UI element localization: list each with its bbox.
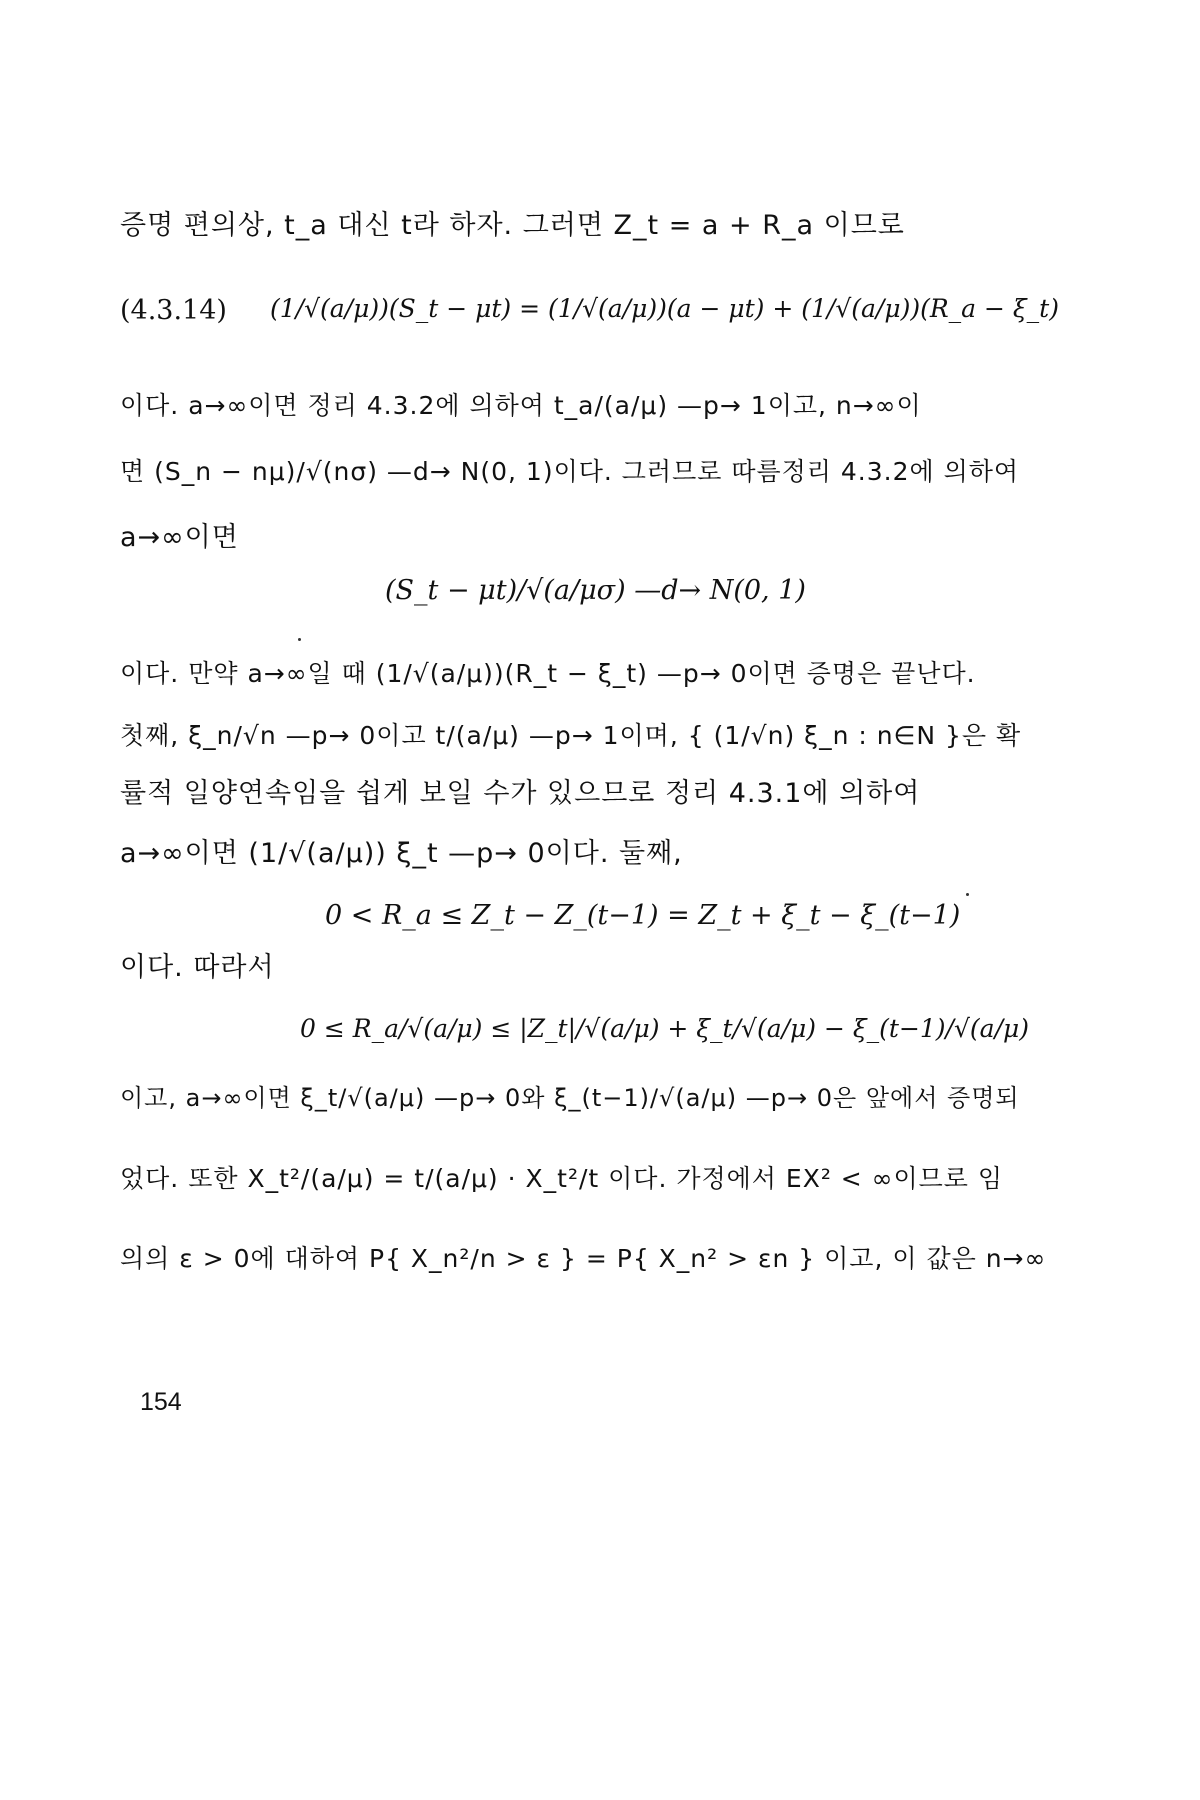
- page-number: 154: [140, 1388, 182, 1416]
- text-line-16: 의의 ε > 0에 대하여 P{ X_n²/n > ε } = P{ X_n² > εn } 이고, 이 값은 n→∞: [120, 1244, 1047, 1273]
- text-line-8: 첫째, ξ_n/√n —p→ 0이고 t/(a/μ) —p→ 1이며, { (1/√n) ξ_n : n∈N }은 확: [120, 721, 1022, 750]
- proof-intro-line: 증명 편의상, t_a 대신 t라 하자. 그러면 Z_t = a + R_a 이므로: [120, 210, 905, 241]
- display-eq-clt: (S_t − μt)/√(a/μσ) —d→ N(0, 1): [385, 575, 806, 606]
- text-line-5: a→∞이면: [120, 522, 239, 553]
- text-line-9: 률적 일양연속임을 쉽게 보일 수가 있으므로 정리 4.3.1에 의하여: [120, 778, 921, 809]
- speck-mark: [298, 638, 301, 641]
- text-line-14: 이고, a→∞이면 ξ_t/√(a/μ) —p→ 0와 ξ_(t−1)/√(a/μ) —p→ 0은 앞에서 증명되: [120, 1084, 1020, 1112]
- eq-4-3-14-body: (1/√(a/μ))(S_t − μt) = (1/√(a/μ))(a − μt) + (1/√(a/μ))(R_a − ξ_t): [270, 294, 1059, 323]
- text-line-12: 이다. 따라서: [120, 952, 275, 983]
- display-eq-inequality: 0 ≤ R_a/√(a/μ) ≤ |Z_t|/√(a/μ) + ξ_t/√(a/μ) − ξ_(t−1)/√(a/μ): [300, 1014, 1029, 1043]
- text-line-7: 이다. 만약 a→∞일 때 (1/√(a/μ))(R_t − ξ_t) —p→ 0이면 증명은 끝난다.: [120, 659, 976, 688]
- text-line-4: 면 (S_n − nμ)/√(nσ) —d→ N(0, 1)이다. 그러므로 따름정리 4.3.2에 의하여: [120, 457, 1020, 486]
- display-eq-bound: 0 < R_a ≤ Z_t − Z_(t−1) = Z_t + ξ_t − ξ_(t−1): [325, 900, 961, 931]
- text-line-10: a→∞이면 (1/√(a/μ)) ξ_t —p→ 0이다. 둘째,: [120, 838, 683, 869]
- speck-mark: [966, 893, 969, 896]
- text-line-3: 이다. a→∞이면 정리 4.3.2에 의하여 t_a/(a/μ) —p→ 1이고, n→∞이: [120, 391, 922, 420]
- eq-number-4-3-14: (4.3.14): [120, 295, 227, 326]
- text-line-15: 었다. 또한 X_t²/(a/μ) = t/(a/μ) · X_t²/t 이다. 가정에서 EX² < ∞이므로 임: [120, 1164, 1004, 1193]
